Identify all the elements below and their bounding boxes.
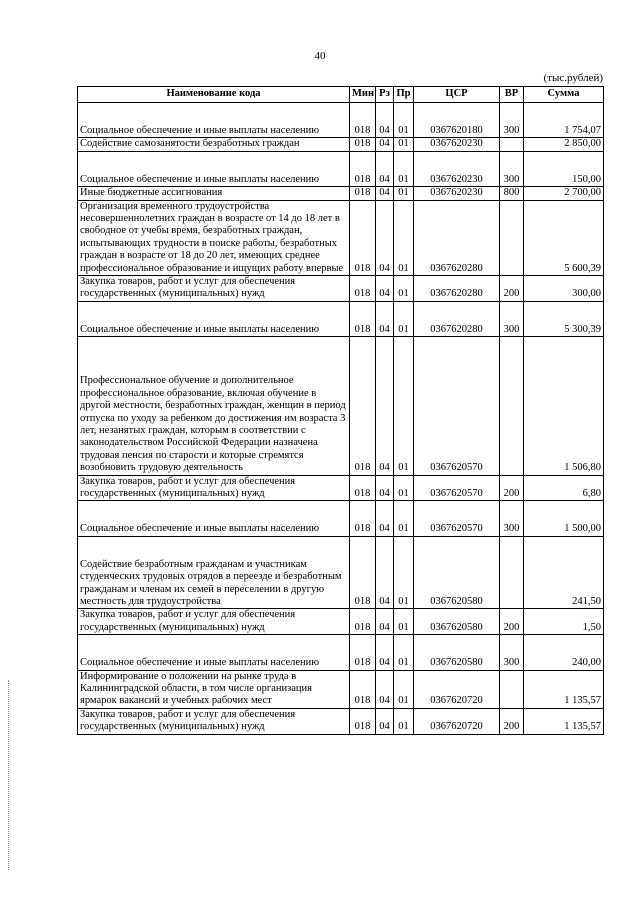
cell-sum: 1 506,80 xyxy=(524,337,604,475)
table-row xyxy=(78,708,604,734)
cell-rz: 04 xyxy=(376,301,394,336)
cell-min: 018 xyxy=(350,670,376,708)
cell-sum: 241,50 xyxy=(524,536,604,609)
cell-sum: 1,50 xyxy=(524,609,604,635)
cell-name: Содействие самозанятости безработных граждан xyxy=(78,138,350,151)
header-name: Наименование кода xyxy=(78,87,350,103)
cell-vr: 300 xyxy=(500,635,524,670)
header-csr: ЦСР xyxy=(414,87,500,103)
table-row xyxy=(78,337,604,475)
budget-table xyxy=(77,86,604,735)
cell-min: 018 xyxy=(350,103,376,138)
cell-name: Социальное обеспечение и иные выплаты населению xyxy=(78,103,350,138)
cell-sum: 150,00 xyxy=(524,151,604,186)
cell-rz: 04 xyxy=(376,475,394,501)
cell-name: Социальное обеспечение и иные выплаты населению xyxy=(78,501,350,536)
cell-pr: 01 xyxy=(394,708,414,734)
cell-name: Организация временного трудоустройства несовершеннолетних граждан в возрасте от 14 до 18 лет в свободное от учебы время, безработных граждан, испытывающих трудности в поиске работы, безработных граждан в возрасте от 18 до 20 лет, имеющих среднее профессиональное образование и ищущих работу впервые xyxy=(78,200,350,275)
table-row xyxy=(78,103,604,138)
cell-name: Закупка товаров, работ и услуг для обеспечения государственных (муниципальных) нужд xyxy=(78,475,350,501)
cell-min: 018 xyxy=(350,187,376,200)
cell-min: 018 xyxy=(350,536,376,609)
cell-min: 018 xyxy=(350,708,376,734)
cell-rz: 04 xyxy=(376,635,394,670)
cell-name: Информирование о положении на рынке труда в Калининградской области, в том числе организация ярмарок вакансий и учебных рабочих мест xyxy=(78,670,350,708)
cell-csr: 0367620280 xyxy=(414,200,500,275)
cell-rz: 04 xyxy=(376,337,394,475)
cell-name: Социальное обеспечение и иные выплаты населению xyxy=(78,301,350,336)
header-pr: Пр xyxy=(394,87,414,103)
cell-pr: 01 xyxy=(394,103,414,138)
cell-sum: 1 754,07 xyxy=(524,103,604,138)
cell-pr: 01 xyxy=(394,337,414,475)
header-rz: Рз xyxy=(376,87,394,103)
cell-rz: 04 xyxy=(376,200,394,275)
table-row xyxy=(78,635,604,670)
header-vr: ВР xyxy=(500,87,524,103)
cell-pr: 01 xyxy=(394,609,414,635)
units-label: (тыс.рублей) xyxy=(543,72,603,84)
cell-pr: 01 xyxy=(394,301,414,336)
cell-rz: 04 xyxy=(376,536,394,609)
table-row xyxy=(78,138,604,151)
table-row xyxy=(78,536,604,609)
cell-sum: 240,00 xyxy=(524,635,604,670)
cell-sum: 6,80 xyxy=(524,475,604,501)
table-row xyxy=(78,609,604,635)
cell-csr: 0367620280 xyxy=(414,276,500,302)
cell-pr: 01 xyxy=(394,138,414,151)
cell-name: Иные бюджетные ассигнования xyxy=(78,187,350,200)
table-row xyxy=(78,187,604,200)
cell-pr: 01 xyxy=(394,200,414,275)
table-row xyxy=(78,151,604,186)
table-row xyxy=(78,200,604,275)
cell-name: Закупка товаров, работ и услуг для обеспечения государственных (муниципальных) нужд xyxy=(78,276,350,302)
cell-csr: 0367620570 xyxy=(414,337,500,475)
cell-vr xyxy=(500,536,524,609)
cell-min: 018 xyxy=(350,301,376,336)
cell-rz: 04 xyxy=(376,609,394,635)
cell-vr: 200 xyxy=(500,609,524,635)
cell-vr xyxy=(500,200,524,275)
cell-sum: 2 850,00 xyxy=(524,138,604,151)
cell-min: 018 xyxy=(350,337,376,475)
cell-pr: 01 xyxy=(394,151,414,186)
cell-vr: 200 xyxy=(500,475,524,501)
cell-rz: 04 xyxy=(376,708,394,734)
cell-vr: 800 xyxy=(500,187,524,200)
cell-min: 018 xyxy=(350,475,376,501)
cell-vr xyxy=(500,138,524,151)
cell-sum: 1 135,57 xyxy=(524,670,604,708)
table-header-row xyxy=(78,87,604,103)
table-row xyxy=(78,670,604,708)
cell-csr: 0367620230 xyxy=(414,187,500,200)
cell-csr: 0367620570 xyxy=(414,501,500,536)
cell-sum: 5 300,39 xyxy=(524,301,604,336)
cell-vr: 300 xyxy=(500,301,524,336)
cell-rz: 04 xyxy=(376,501,394,536)
cell-rz: 04 xyxy=(376,187,394,200)
table-row xyxy=(78,475,604,501)
cell-csr: 0367620570 xyxy=(414,475,500,501)
cell-csr: 0367620720 xyxy=(414,708,500,734)
cell-pr: 01 xyxy=(394,276,414,302)
cell-csr: 0367620180 xyxy=(414,103,500,138)
cell-pr: 01 xyxy=(394,670,414,708)
cell-min: 018 xyxy=(350,276,376,302)
cell-name: Закупка товаров, работ и услуг для обеспечения государственных (муниципальных) нужд xyxy=(78,609,350,635)
cell-sum: 5 600,39 xyxy=(524,200,604,275)
cell-pr: 01 xyxy=(394,536,414,609)
cell-rz: 04 xyxy=(376,276,394,302)
cell-rz: 04 xyxy=(376,103,394,138)
cell-vr: 200 xyxy=(500,276,524,302)
table-row xyxy=(78,501,604,536)
cell-name: Закупка товаров, работ и услуг для обеспечения государственных (муниципальных) нужд xyxy=(78,708,350,734)
cell-min: 018 xyxy=(350,200,376,275)
cell-min: 018 xyxy=(350,151,376,186)
cell-csr: 0367620580 xyxy=(414,635,500,670)
cell-pr: 01 xyxy=(394,635,414,670)
cell-name: Социальное обеспечение и иные выплаты населению xyxy=(78,635,350,670)
cell-vr xyxy=(500,670,524,708)
scan-margin-marks xyxy=(8,680,11,870)
cell-name: Содействие безработным гражданам и участникам студенческих трудовых отрядов в переезде и безработным гражданам и членам их семей в переселении в другую местность для трудоустройства xyxy=(78,536,350,609)
cell-min: 018 xyxy=(350,635,376,670)
cell-vr: 300 xyxy=(500,501,524,536)
cell-csr: 0367620580 xyxy=(414,609,500,635)
cell-vr: 200 xyxy=(500,708,524,734)
header-sum: Сумма xyxy=(524,87,604,103)
cell-name: Социальное обеспечение и иные выплаты населению xyxy=(78,151,350,186)
cell-sum: 300,00 xyxy=(524,276,604,302)
cell-sum: 1 500,00 xyxy=(524,501,604,536)
cell-csr: 0367620280 xyxy=(414,301,500,336)
cell-sum: 1 135,57 xyxy=(524,708,604,734)
cell-pr: 01 xyxy=(394,187,414,200)
cell-rz: 04 xyxy=(376,151,394,186)
cell-min: 018 xyxy=(350,609,376,635)
cell-vr: 300 xyxy=(500,151,524,186)
cell-csr: 0367620580 xyxy=(414,536,500,609)
cell-min: 018 xyxy=(350,501,376,536)
cell-vr: 300 xyxy=(500,103,524,138)
cell-csr: 0367620720 xyxy=(414,670,500,708)
cell-pr: 01 xyxy=(394,475,414,501)
cell-csr: 0367620230 xyxy=(414,138,500,151)
cell-sum: 2 700,00 xyxy=(524,187,604,200)
table-row xyxy=(78,276,604,302)
cell-pr: 01 xyxy=(394,501,414,536)
cell-rz: 04 xyxy=(376,138,394,151)
cell-min: 018 xyxy=(350,138,376,151)
cell-name: Профессиональное обучение и дополнительное профессиональное образование, включая обучение в другой местности, безработных граждан, женщин в период отпуска по уходу за ребенком до достижения им возраста 3 лет, незанятых граждан, которым в соответствии с законодательством Российской Федерации назначена трудовая пенсия по старости и которые стремятся возобновить трудовую деятельность xyxy=(78,337,350,475)
header-min: Мин xyxy=(350,87,376,103)
table-row xyxy=(78,301,604,336)
cell-rz: 04 xyxy=(376,670,394,708)
cell-vr xyxy=(500,337,524,475)
page-number: 40 xyxy=(314,50,326,62)
cell-csr: 0367620230 xyxy=(414,151,500,186)
